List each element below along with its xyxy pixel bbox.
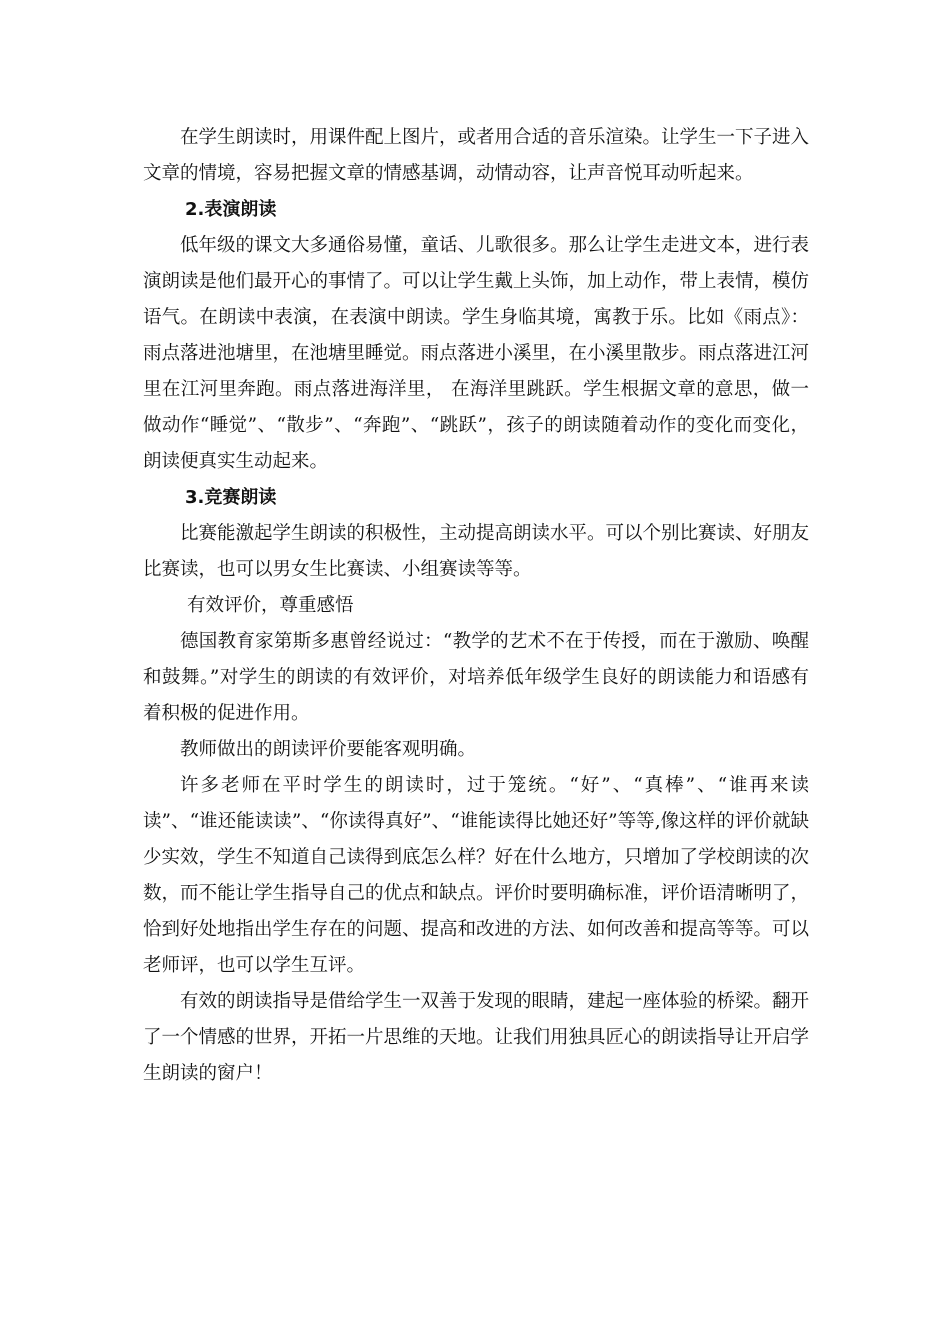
subheading-effective-evaluation: 有效评价，尊重感悟 bbox=[187, 595, 354, 616]
paragraph-diesterweg-quote: 德国教育家第斯多惠曾经说过：“教学的艺术不在于传授，而在于激励、唤醒和鼓舞。”对学生的朗读的有效评价，对培养低年级学生良好的朗读能力和语感有着积极的促进作用。 bbox=[143, 631, 809, 724]
paragraph-competition-reading: 比赛能激起学生朗读的积极性，主动提高朗读水平。可以个别比赛读、好朋友比赛读，也可以男女生比赛读、小组赛读等等。 bbox=[143, 523, 810, 580]
heading-competition-reading: 3.竞赛朗读 bbox=[185, 487, 277, 508]
paragraph-evaluation-objective: 教师做出的朗读评价要能客观明确。 bbox=[180, 739, 477, 760]
paragraph-performance-reading: 低年级的课文大多通俗易懂，童话、儿歌很多。那么让学生走进文本，进行表演朗读是他们最开心的事情了。可以让学生戴上头饰，加上动作，带上表情，模仿语气。在朗读中表演，在表演中朗读。学生身临其境，寓教于乐。比如《雨点》：雨点落进池塘里，在池塘里睡觉。雨点落进小溪里，在小溪里散步。雨点落进江河里在江河里奔跑。雨点落进海洋里， 在海洋里跳跃。学生根据文章的意思，做一做动作“睡觉”、“散步”、“奔跑”、“跳跃”，孩子的朗读随着动作的变化而变化，朗读便真实生动起来。 bbox=[143, 235, 810, 472]
paragraph-conclusion: 有效的朗读指导是借给学生一双善于发现的眼睛，建起一座体验的桥梁。翻开了一个情感的世界，开拓一片思维的天地。让我们用独具匠心的朗读指导让开启学生朗读的窗户！ bbox=[143, 991, 810, 1084]
paragraph-multimedia-reading: 在学生朗读时，用课件配上图片，或者用合适的音乐渲染。让学生一下子进入文章的情境，容易把握文章的情感基调，动情动容，让声音悦耳动听起来。 bbox=[143, 127, 810, 184]
document-body bbox=[143, 120, 809, 1092]
paragraph-evaluation-details: 许多老师在平时学生的朗读时，过于笼统。“好”、“真棒”、“谁再来读读”、“谁还能读读”、“你读得真好”、“谁能读得比她还好”等等,像这样的评价就缺少实效，学生不知道自己读得到底怎么样？好在什么地方，只增加了学校朗读的次数，而不能让学生指导自己的优点和缺点。评价时要明确标准，评价语清晰明了，恰到好处地指出学生存在的问题、提高和改进的方法、如何改善和提高等等。可以老师评，也可以学生互评。 bbox=[143, 775, 810, 976]
heading-performance-reading: 2.表演朗读 bbox=[185, 199, 277, 220]
